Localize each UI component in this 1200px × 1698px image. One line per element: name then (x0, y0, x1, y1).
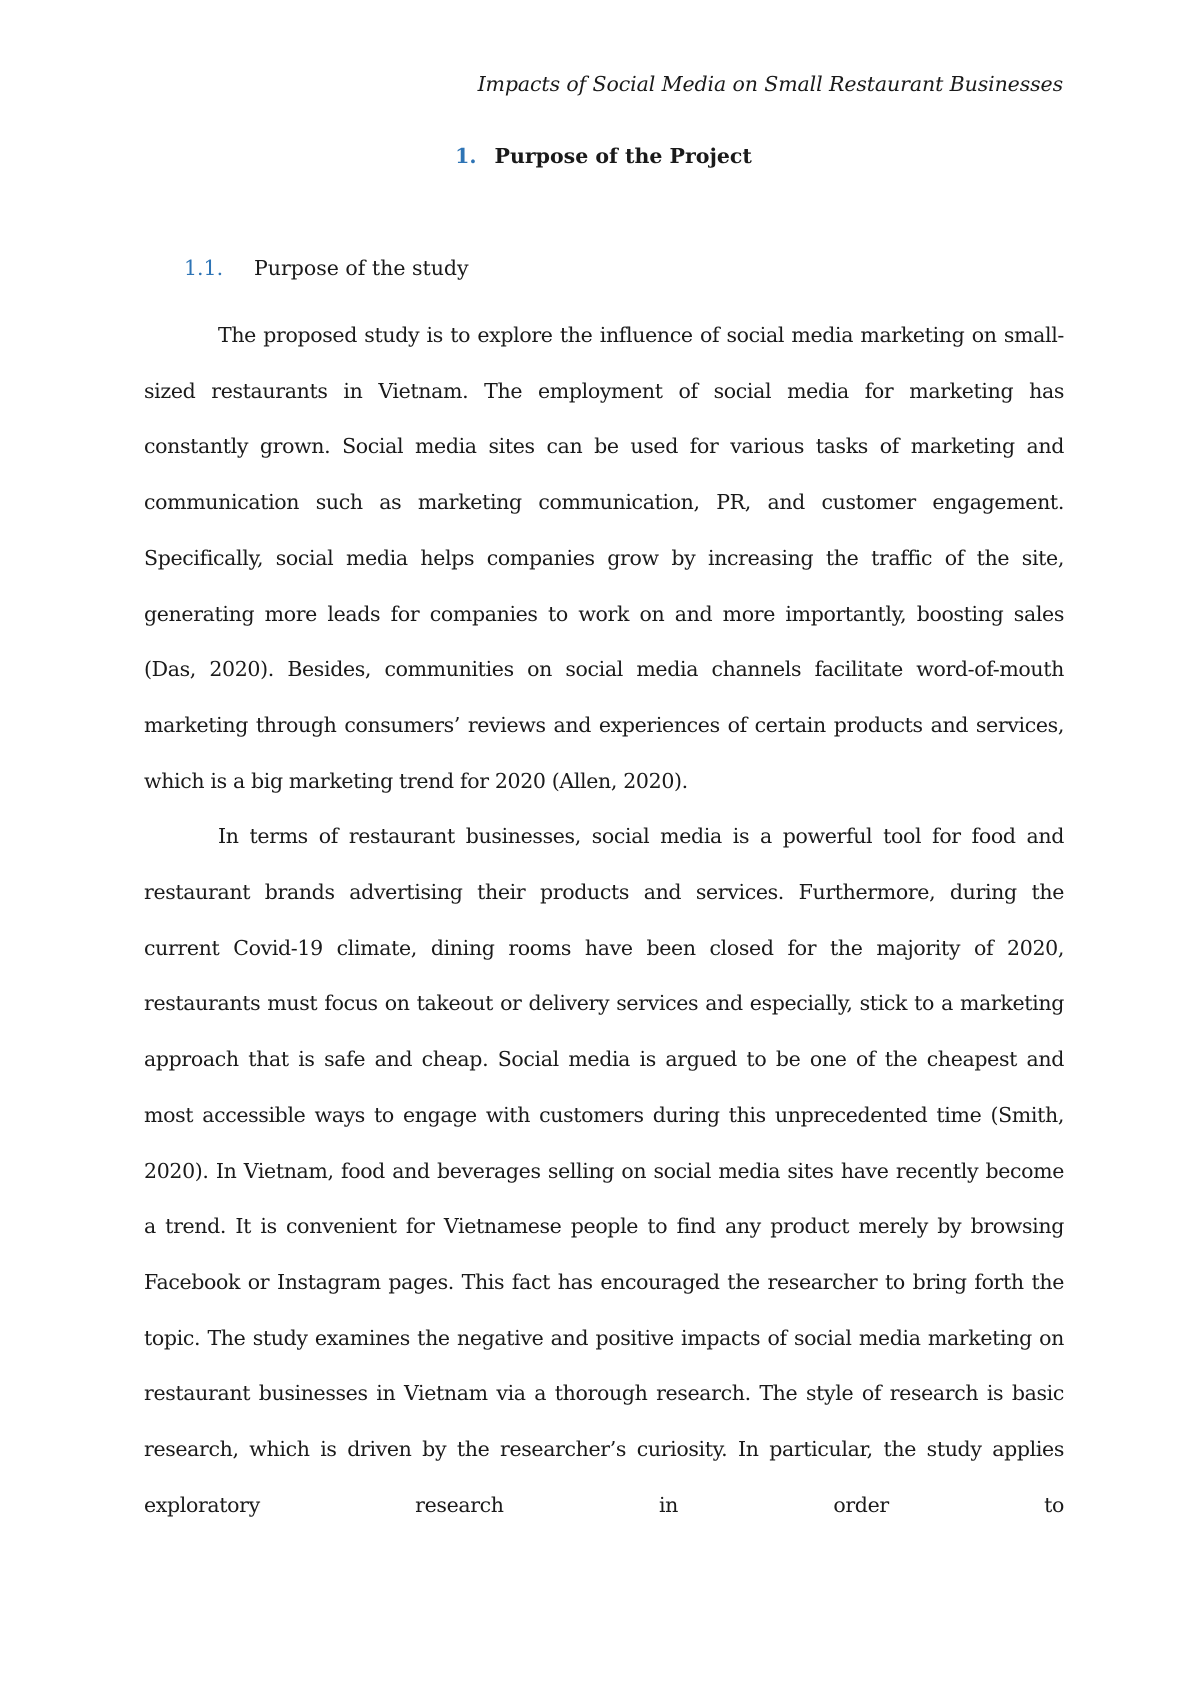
section-number: 1. (455, 144, 477, 168)
subsection-number: 1.1. (184, 256, 224, 280)
section-heading (144, 142, 1063, 170)
running-header: Impacts of Social Media on Small Restaurant Businesses (477, 72, 1063, 96)
paragraph-2: In terms of restaurant businesses, social media is a powerful tool for food and restaurant brands advertising their products and services. Furthermore, during the current Covid-19 climate, dining rooms have been closed for the majority of 2020, restaurants must focus on takeout or delivery services and especially, stick to a marketing approach that is safe and cheap. Social media is argued to be one of the cheapest and most accessible ways to engage with customers during this unprecedented time (Smith, 2020). In Vietnam, food and beverages selling on social media sites have recently become a trend. It is convenient for Vietnamese people to find any product merely by browsing Facebook or Instagram pages. This fact has encouraged the researcher to bring forth the topic. The study examines the negative and positive impacts of social media marketing on restaurant businesses in Vietnam via a thorough research. The style of research is basic research, which is driven by the researcher’s curiosity. In particular, the study applies exploratory research in order to (144, 824, 1064, 1517)
subsection-heading (184, 254, 469, 282)
section-title: Purpose of the Project (494, 144, 752, 168)
paragraph-1: The proposed study is to explore the influence of social media marketing on small-sized restaurants in Vietnam. The employment of social media for marketing has constantly grown. Social media sites can be used for various tasks of marketing and communication such as marketing communication, PR, and customer engagement. Specifically, social media helps companies grow by increasing the traffic of the site, generating more leads for companies to work on and more importantly, boosting sales (Das, 2020). Besides, communities on social media channels facilitate word-of-mouth marketing through consumers’ reviews and experiences of certain products and services, which is a big marketing trend for 2020 (Allen, 2020). (144, 323, 1064, 793)
body-text (144, 308, 1064, 1533)
subsection-title: Purpose of the study (254, 256, 469, 280)
